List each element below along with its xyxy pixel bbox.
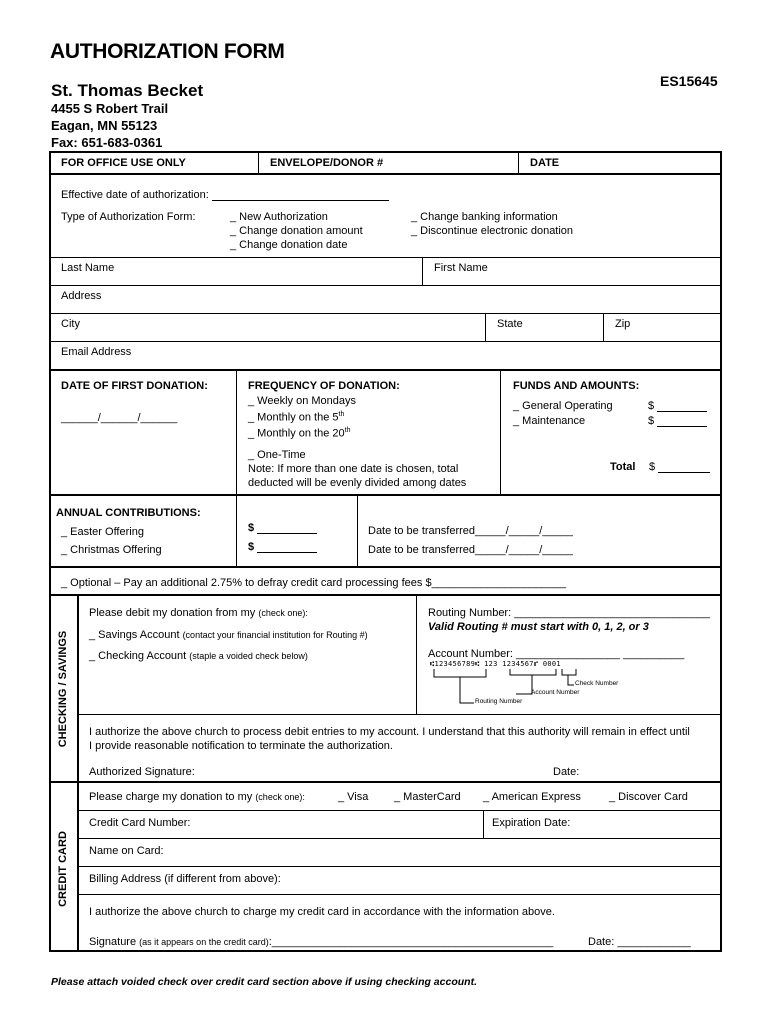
divider — [77, 866, 722, 867]
charge-instructions: Please charge my donation to my (check one): — [89, 791, 305, 803]
routing-validation-note: Valid Routing # must start with 0, 1, 2, or 3 — [428, 621, 649, 633]
effective-date-field[interactable]: Effective date of authorization: — [61, 189, 389, 201]
divider — [77, 714, 722, 715]
frequency-note-1: Note: If more than one date is chosen, total — [248, 463, 459, 475]
form-code: ES15645 — [660, 73, 718, 89]
debit-instructions: Please debit my donation from my (check one): — [89, 607, 308, 619]
option-christmas-offering[interactable]: _ Christmas Offering — [61, 544, 162, 556]
credit-card-side-label: CREDIT CARD — [57, 831, 69, 907]
fund-maintenance-amount[interactable]: $ — [648, 415, 707, 427]
annual-contributions-label: ANNUAL CONTRIBUTIONS: — [56, 507, 201, 519]
address-line-2: Eagan, MN 55123 — [51, 118, 158, 133]
total-amount[interactable]: $ — [649, 461, 710, 473]
easter-amount[interactable]: $ — [248, 522, 317, 534]
divider — [258, 151, 259, 173]
form-title: AUTHORIZATION FORM — [50, 40, 285, 63]
envelope-donor-label: ENVELOPE/DONOR # — [270, 157, 384, 169]
option-change-date[interactable]: _ Change donation date — [230, 239, 348, 251]
option-discover[interactable]: _ Discover Card — [609, 791, 688, 803]
divider — [422, 257, 423, 285]
easter-transfer-date[interactable]: Date to be transferred_____/_____/_____ — [368, 525, 573, 537]
divider — [49, 781, 722, 783]
fund-general-operating[interactable]: _ General Operating — [513, 400, 613, 412]
divider — [483, 810, 484, 838]
frequency-note-2: deducted will be evenly divided among dates — [248, 477, 467, 489]
address-line-1: 4455 S Robert Trail — [51, 101, 169, 116]
option-mastercard[interactable]: _ MasterCard — [394, 791, 461, 803]
option-american-express[interactable]: _ American Express — [483, 791, 581, 803]
check-number-bracket — [562, 669, 576, 675]
first-donation-label: DATE OF FIRST DONATION: — [61, 380, 208, 392]
routing-bracket — [434, 669, 486, 677]
divider — [236, 369, 237, 494]
first-name-field[interactable]: First Name — [434, 262, 488, 274]
frequency-weekly[interactable]: _ Weekly on Mondays — [248, 395, 357, 407]
divider — [603, 313, 604, 341]
account-number-field[interactable]: Account Number: _________________ __________ — [428, 648, 685, 660]
account-bracket — [510, 669, 556, 675]
option-savings-account[interactable]: _ Savings Account (contact your financial institution for Routing #) — [89, 629, 368, 641]
fund-general-amount[interactable]: $ — [648, 400, 707, 412]
credit-signature-field[interactable]: Signature (as it appears on the credit card):______________________________________________ — [89, 936, 554, 948]
state-field[interactable]: State — [497, 318, 523, 330]
christmas-amount[interactable]: $ — [248, 541, 317, 553]
office-date-label: DATE — [530, 157, 560, 169]
frequency-monthly-20th[interactable]: _ Monthly on the 20th — [248, 427, 351, 440]
divider — [77, 810, 722, 811]
divider — [77, 838, 722, 839]
check-number-caption: Check Number — [575, 680, 619, 687]
account-number-pointer — [516, 675, 532, 694]
divider — [485, 313, 486, 341]
divider — [49, 369, 722, 371]
name-on-card-field[interactable]: Name on Card: — [89, 845, 164, 857]
footer-note: Please attach voided check over credit card section above if using checking account. — [51, 976, 477, 988]
city-field[interactable]: City — [61, 318, 80, 330]
frequency-one-time[interactable]: _ One-Time — [248, 449, 306, 461]
option-visa[interactable]: _ Visa — [338, 791, 369, 803]
fax-line: Fax: 651-683-0361 — [51, 135, 163, 150]
funds-label: FUNDS AND AMOUNTS: — [513, 380, 640, 392]
authorized-signature-field[interactable]: Authorized Signature: — [89, 766, 195, 778]
divider — [49, 341, 722, 342]
option-change-amount[interactable]: _ Change donation amount — [230, 225, 363, 237]
divider — [49, 313, 722, 314]
zip-field[interactable]: Zip — [615, 318, 631, 330]
christmas-transfer-date[interactable]: Date to be transferred_____/_____/_____ — [368, 544, 573, 556]
office-use-label: FOR OFFICE USE ONLY — [61, 157, 186, 169]
divider — [500, 369, 501, 494]
debit-date-field[interactable]: Date: — [553, 766, 580, 778]
first-donation-date-input[interactable]: ______/______/______ — [61, 412, 178, 424]
option-easter-offering[interactable]: _ Easter Offering — [61, 526, 144, 538]
frequency-label: FREQUENCY OF DONATION: — [248, 380, 400, 392]
routing-number-field[interactable]: Routing Number: ________________________________ — [428, 607, 710, 619]
optional-fee-option[interactable]: _ Optional – Pay an additional 2.75% to defray credit card processing fees $______________________ — [61, 577, 567, 589]
divider — [49, 257, 722, 258]
check-micr-line: ⑆123456789⑆ 123 1234567⑈ 0001 — [430, 660, 561, 668]
divider — [49, 173, 722, 175]
option-new-authorization[interactable]: _ New Authorization — [230, 211, 328, 223]
total-label: Total — [610, 461, 636, 473]
option-checking-account[interactable]: _ Checking Account (staple a voided check below) — [89, 650, 308, 662]
last-name-field[interactable]: Last Name — [61, 262, 115, 274]
expiration-date-field[interactable]: Expiration Date: — [492, 817, 571, 829]
divider — [236, 494, 237, 566]
frequency-monthly-5th[interactable]: _ Monthly on the 5th — [248, 411, 345, 424]
divider — [49, 494, 722, 496]
email-field[interactable]: Email Address — [61, 346, 132, 358]
billing-address-field[interactable]: Billing Address (if different from above): — [89, 873, 281, 885]
organization-name: St. Thomas Becket — [51, 81, 204, 100]
divider — [49, 594, 722, 596]
credit-authorization: I authorize the above church to charge my credit card in accordance with the information above. — [89, 906, 555, 918]
divider — [77, 594, 79, 952]
authorization-type-label: Type of Authorization Form: — [61, 211, 196, 223]
account-number-caption: Account Number — [531, 689, 580, 696]
card-number-field[interactable]: Credit Card Number: — [89, 817, 191, 829]
address-field[interactable]: Address — [61, 290, 102, 302]
checking-savings-side-label: CHECKING / SAVINGS — [57, 630, 69, 748]
divider — [518, 151, 519, 173]
check-diagram — [428, 667, 628, 711]
divider — [49, 566, 722, 568]
divider — [77, 894, 722, 895]
check-number-pointer — [568, 675, 574, 685]
divider — [357, 494, 358, 566]
option-discontinue[interactable]: _ Discontinue electronic donation — [411, 225, 574, 237]
debit-authorization-line-1: I authorize the above church to process debit entries to my account. I understand that this authority will remain in effect until — [89, 726, 690, 738]
divider — [49, 285, 722, 286]
debit-authorization-line-2: I provide reasonable notification to terminate the authorization. — [89, 740, 393, 752]
routing-number-caption: Routing Number — [475, 698, 523, 705]
credit-date-field[interactable]: Date: ____________ — [588, 936, 691, 948]
fund-maintenance[interactable]: _ Maintenance — [513, 415, 586, 427]
routing-number-pointer — [460, 677, 474, 703]
divider — [416, 594, 417, 714]
option-change-banking[interactable]: _ Change banking information — [411, 211, 558, 223]
